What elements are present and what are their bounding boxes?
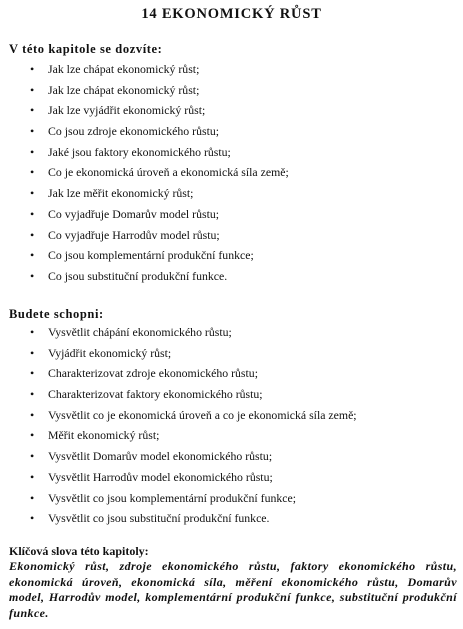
list-item: • Vysvětlit Harrodův model ekonomického růstu; — [0, 467, 357, 488]
keywords-text: Ekonomický růst, zdroje ekonomického růstu, faktory ekonomického růstu, ekonomická úroveň, ekonomická síla, měření ekonomického růstu, Domarův model, Harrodův model, komplementární produkční funkce, substituční produkční funkce. — [9, 559, 457, 620]
list-item: • Jak lze chápat ekonomický růst; — [0, 59, 289, 80]
list-item: • Co vyjadřuje Harrodův model růstu; — [0, 225, 289, 246]
list-item: • Vysvětlit co je ekonomická úroveň a co je ekonomická síla země; — [0, 405, 357, 426]
keywords-heading: Klíčová slova této kapitoly: — [9, 544, 149, 558]
list-item: • Co jsou zdroje ekonomického růstu; — [0, 121, 289, 142]
list-item: • Jak lze chápat ekonomický růst; — [0, 80, 289, 101]
list-item: • Vyjádřit ekonomický růst; — [0, 343, 357, 364]
list-item: • Vysvětlit co jsou komplementární produkční funkce; — [0, 488, 357, 509]
list-item: • Vysvětlit Domarův model ekonomického růstu; — [0, 446, 357, 467]
able-list — [0, 322, 357, 529]
list-item: • Co jsou komplementární produkční funkce; — [0, 245, 289, 266]
list-item: • Co vyjadřuje Domarův model růstu; — [0, 204, 289, 225]
learn-list — [0, 59, 289, 287]
list-item: • Jak lze měřit ekonomický růst; — [0, 183, 289, 204]
list-item: • Vysvětlit co jsou substituční produkční funkce. — [0, 508, 357, 529]
list-item: • Co jsou substituční produkční funkce. — [0, 266, 289, 287]
list-item: • Charakterizovat zdroje ekonomického růstu; — [0, 363, 357, 384]
list-item: • Vysvětlit chápání ekonomického růstu; — [0, 322, 357, 343]
able-heading: Budete schopni: — [9, 307, 104, 321]
list-item: • Jak lze vyjádřit ekonomický růst; — [0, 100, 289, 121]
learn-heading: V této kapitole se dozvíte: — [9, 42, 163, 56]
chapter-title: 14 EKONOMICKÝ RŮST — [141, 6, 322, 22]
list-item: • Měřit ekonomický růst; — [0, 425, 357, 446]
list-item: • Co je ekonomická úroveň a ekonomická síla země; — [0, 162, 289, 183]
list-item: • Charakterizovat faktory ekonomického růstu; — [0, 384, 357, 405]
list-item: • Jaké jsou faktory ekonomického růstu; — [0, 142, 289, 163]
